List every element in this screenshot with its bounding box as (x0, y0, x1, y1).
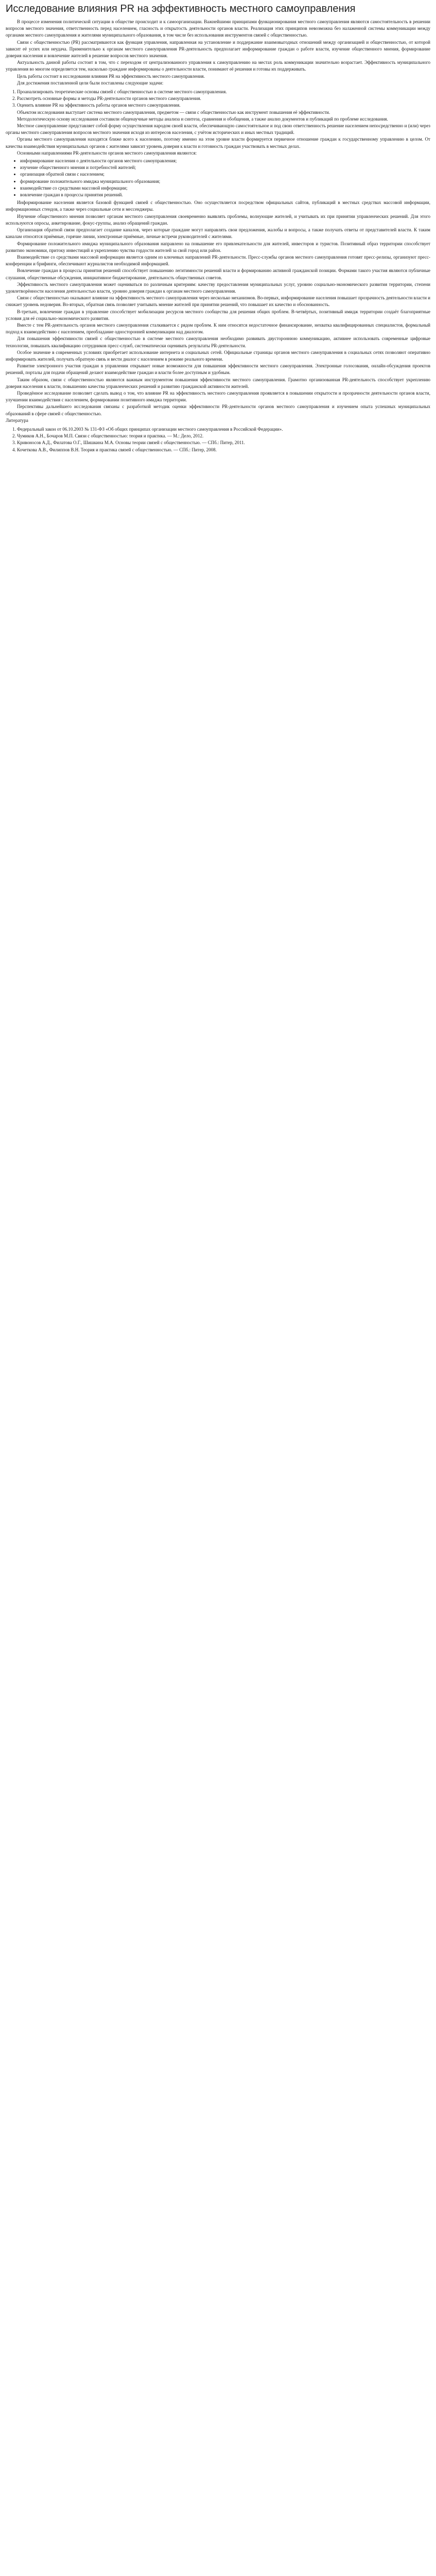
paragraph: Литература (6, 417, 28, 423)
numbered-list (6, 426, 430, 453)
list-item: • формирование положительного имиджа муниципального образования; (20, 178, 430, 185)
list-item: 4. Кочеткова А.В., Филиппов В.Н. Теория и практика связей с общественностью. — СПб.: Питер, 2008. (17, 447, 430, 453)
paragraph: Организация обратной связи предполагает создание каналов, через которые граждане могут направлять свои предложения, жалобы и вопросы, а также получать ответы от представителей власти. К таким каналам относятся приёмные, горячие линии, электронные приёмные, личные встречи руководителей с жителями. (6, 227, 430, 240)
paragraph: Цель работы состоит в исследовании влияния PR на эффективность местного самоуправления. (17, 73, 205, 79)
paragraph: Эффективность местного самоуправления может оцениваться по различным критериям: качеству предоставления муниципальных услуг, уровню социально-экономического развития территории, степени удовлетворённости населения деятельностью власти, уровню доверия граждан к органам местного самоуправления. (6, 281, 430, 294)
paragraph: В процессе изменения политической ситуации в обществе происходит и к самоорганизации. Важнейшими принципами функционирования местного самоуправления являются самостоятельность в решении вопросов местного значения, ответственность перед населением, гласность и открытость деятельности органов власти. Реализация этих принципов невозможна без налаженной системы коммуникации между органами местного самоуправления и жителями муниципального образования, в том числе без использования инструментов связей с общественностью. (6, 19, 430, 38)
paragraph: Вместе с тем PR-деятельность органов местного самоуправления сталкивается с рядом проблем. К ним относятся недостаточное финансирование, нехватка квалифицированных специалистов, формальный подход к взаимодействию с населением, преобладание односторонней коммуникации над диалогом. (6, 322, 430, 335)
list-item: • организация обратной связи с населением; (20, 171, 430, 178)
paragraph: Объектом исследования выступает система местного самоуправления, предметом — связи с общественностью как инструмент повышения её эффективности. (17, 109, 330, 115)
paragraph: Актуальность данной работы состоит в том, что с переходом от централизованного управления к самоуправлению на местах роль коммуникации значительно возрастает. Эффективность муниципального управления во многом определяется тем, насколько граждане информированы о деятельности власти, понимают её решения и готовы их поддерживать. (6, 60, 430, 72)
paragraph: Методологическую основу исследования составили общенаучные методы анализа и синтеза, сравнения и обобщения, а также анализ документов и публикаций по проблеме исследования. (17, 116, 388, 122)
list-item: • взаимодействие со средствами массовой информации; (20, 185, 430, 192)
paragraph: Особое значение в современных условиях приобретает использование интернета и социальных сетей. Официальные страницы органов местного самоуправления в социальных сетях позволяют оперативно информировать жителей, получать обратную связь и вести диалог с населением в режиме реального времени. (6, 349, 430, 362)
paragraph: Перспективы дальнейшего исследования связаны с разработкой методик оценки эффективности PR-деятельности органов местного самоуправления и изучением опыта успешных муниципальных образований в сфере связей с общественностью. (6, 404, 430, 416)
paragraph: Связи с общественностью (PR) рассматриваются как функция управления, направленная на установление и поддержание взаимовыгодных отношений между организацией и общественностью, от которой зависит её успех или неудача. Применительно к органам местного самоуправления PR-деятельность предполагает информирование граждан о работе власти, изучение общественного мнения, формирование доверия населения и вовлечение жителей в решение вопросов местного значения. (6, 39, 430, 59)
list-item: 2. Рассмотреть основные формы и методы PR-деятельности органов местного самоуправления. (17, 95, 430, 102)
paragraph: Проведённое исследование позволяет сделать вывод о том, что влияние PR на эффективность местного самоуправления проявляется в повышении открытости и прозрачности деятельности органов власти, улучшении взаимодействия с населением, формировании позитивного имиджа территории. (6, 390, 430, 403)
paragraph: Взаимодействие со средствами массовой информации является одним из ключевых направлений PR-деятельности. Пресс-службы органов местного самоуправления готовят пресс-релизы, организуют пресс-конференции и брифинги, обеспечивают журналистов необходимой информацией. (6, 254, 430, 267)
numbered-list (6, 89, 430, 109)
paragraph: Развитие электронного участия граждан в управлении открывает новые возможности для повышения эффективности местного самоуправления. Электронные голосования, онлайн-обсуждения проектов решений, порталы для подачи обращений делают взаимодействие граждан и власти более доступным и удобным. (6, 363, 430, 376)
list-item: 1. Проанализировать теоретические основы связей с общественностью в системе местного самоуправления. (17, 89, 430, 95)
paragraph: Связи с общественностью оказывают влияние на эффективность местного самоуправления через несколько механизмов. Во-первых, информирование населения повышает прозрачность деятельности власти и снижает уровень недоверия. Во-вторых, обратная связь позволяет учитывать мнение жителей при принятии решений, что повышает их качество и обоснованность. (6, 295, 430, 308)
document-body (6, 19, 430, 453)
document-title: Исследование влияния PR на эффективность местного самоуправления (6, 3, 356, 14)
list-item: 3. Оценить влияние PR на эффективность работы органов местного самоуправления. (17, 102, 430, 109)
list-item: 3. Кривоносов А.Д., Филатова О.Г., Шишкина М.А. Основы теории связей с общественностью. — СПб.: Питер, 2011. (17, 439, 430, 446)
list-item: 1. Федеральный закон от 06.10.2003 № 131-ФЗ «Об общих принципах организации местного самоуправления в Российской Федерации». (17, 426, 430, 433)
paragraph: Местное самоуправление представляет собой форму осуществления народом своей власти, обеспечивающую самостоятельное и под свою ответственность решение населением непосредственно и (или) через органы местного самоуправления вопросов местного значения исходя из интересов населения, с учётом исторических и иных местных традиций. (6, 123, 430, 135)
paragraph: Для повышения эффективности связей с общественностью в системе местного самоуправления необходимо развивать двустороннюю коммуникацию, активнее использовать современные цифровые технологии, повышать квалификацию сотрудников пресс-служб, систематически оценивать результаты PR-деятельности. (6, 336, 430, 348)
document-page (6, 0, 430, 453)
paragraph: В-третьих, вовлечение граждан в управление способствует мобилизации ресурсов местного сообщества для решения общих проблем. В-четвёртых, позитивный имидж территории создаёт благоприятные условия для её социально-экономического развития. (6, 309, 430, 321)
paragraph: Для достижения поставленной цели были поставлены следующие задачи: (17, 80, 164, 86)
paragraph: Вовлечение граждан в процессы принятия решений способствует повышению легитимности решений власти и формированию активной гражданской позиции. Формами такого участия являются публичные слушания, общественные обсуждения, инициативное бюджетирование, деятельность общественных советов. (6, 268, 430, 280)
bulleted-list (6, 158, 430, 198)
paragraph: Информирование населения является базовой функцией связей с общественностью. Оно осуществляется посредством официальных сайтов, публикаций в местных средствах массовой информации, информационных стендов, а также через социальные сети и мессенджеры. (6, 200, 430, 212)
list-item: • вовлечение граждан в процессы принятия решений. (20, 192, 430, 198)
paragraph: Основными направлениями PR-деятельности органов местного самоуправления являются: (17, 150, 197, 156)
list-item: 2. Чумиков А.Н., Бочаров М.П. Связи с общественностью: теория и практика. — М.: Дело, 2012. (17, 433, 430, 439)
paragraph: Органы местного самоуправления находятся ближе всего к населению, поэтому именно на этом уровне власти формируется первичное отношение граждан к государственному управлению в целом. От качества взаимодействия муниципальных органов с жителями зависит уровень доверия к власти и готовность граждан участвовать в местных делах. (6, 137, 430, 149)
list-item: • изучение общественного мнения и потребностей жителей; (20, 164, 430, 171)
list-item: • информирование населения о деятельности органов местного самоуправления; (20, 158, 430, 164)
paragraph: Изучение общественного мнения позволяет органам местного самоуправления своевременно выявлять проблемы, волнующие жителей, и учитывать их при принятии управленческих решений. Для этого используются опросы, анкетирование, фокус-группы, анализ обращений граждан. (6, 213, 430, 226)
paragraph: Таким образом, связи с общественностью являются важным инструментом повышения эффективности местного самоуправления. Грамотно организованная PR-деятельность способствует укреплению доверия населения к власти, повышению качества управленческих решений и развитию гражданской активности жителей. (6, 377, 430, 389)
paragraph: Формирование положительного имиджа муниципального образования направлено на повышение его привлекательности для жителей, инвесторов и туристов. Позитивный образ территории способствует развитию экономики, притоку инвестиций и укреплению чувства гордости жителей за свой город или район. (6, 241, 430, 253)
